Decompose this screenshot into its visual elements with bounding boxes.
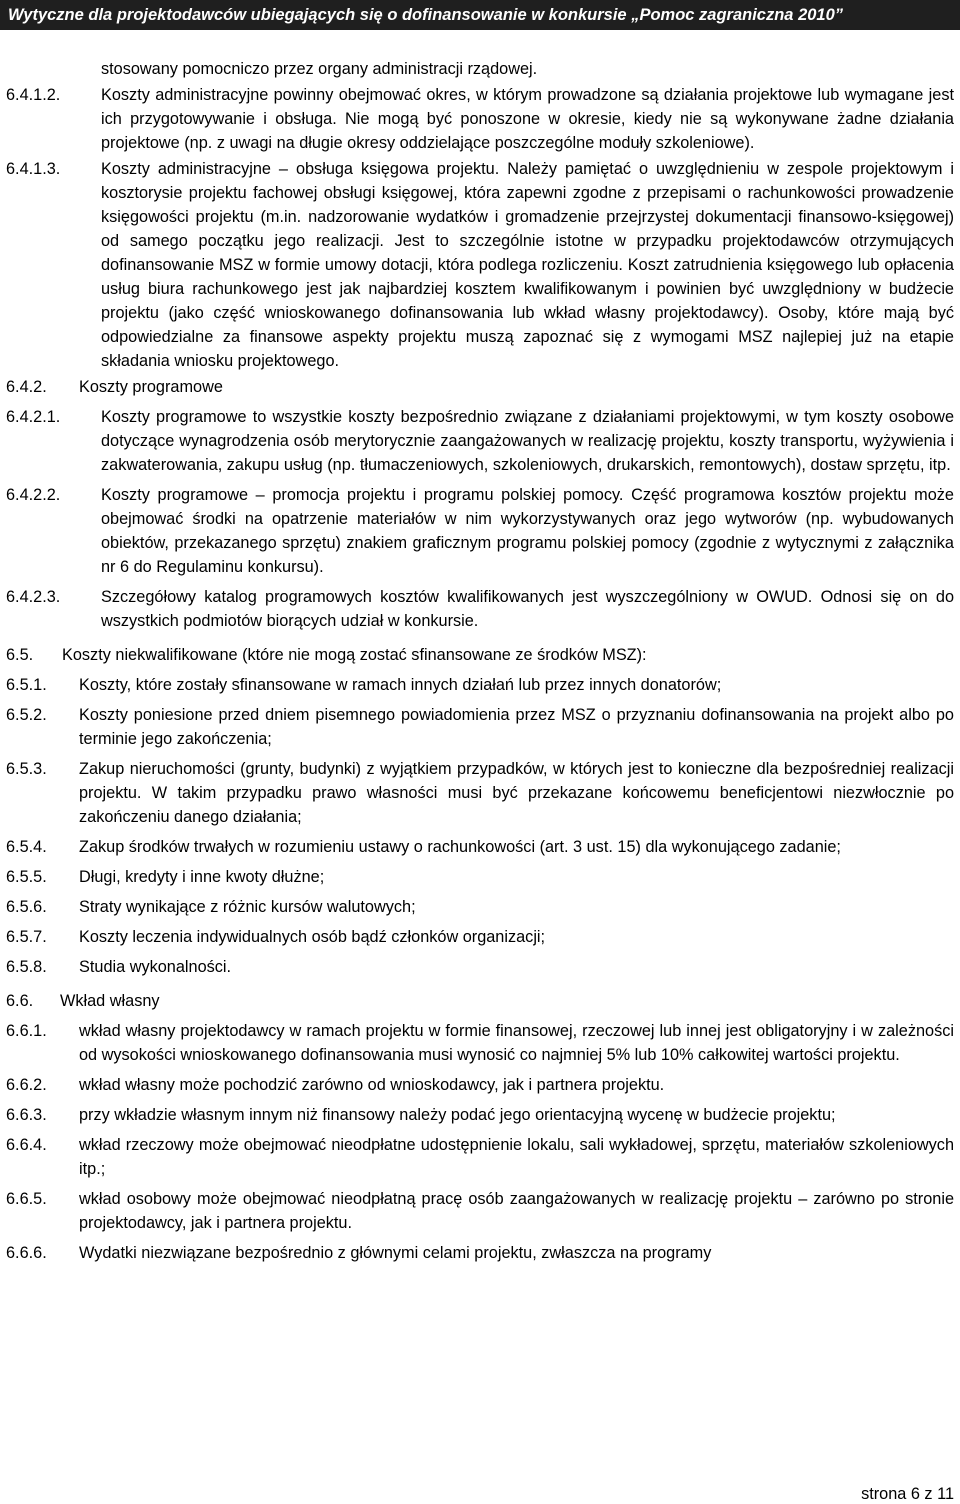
paragraph-text: Koszty programowe to wszystkie koszty bezpośrednio związane z działaniami projektowymi, w tym koszty osobowe dotyczące wynagrodzenia osób merytorycznie zaangażowanych w realizację projektu, koszty transportu, wyżywienia i zakwaterowania, zakupu usług (np. tłumaczeniowych, szkoleniowych, drukarskich, remontowych), dostaw sprzętu, itp. <box>101 408 954 474</box>
section-number: 6.4.2. <box>6 378 47 396</box>
page-number: strona 6 z 11 <box>861 1485 954 1503</box>
paragraph-text: Zakup nieruchomości (grunty, budynki) z wyjątkiem przypadków, w których jest to konieczne dla bezpośredniej realizacji projektu. W takim przypadku prawo własności musi być przekazane końcowemu beneficjentowi niezwłocznie po zakończeniu danego działania; <box>79 760 954 826</box>
paragraph-text: Straty wynikające z różnic kursów walutowych; <box>79 898 416 916</box>
list-item <box>6 483 954 579</box>
paragraph-text: wkład własny projektodawcy w ramach projektu w formie finansowej, rzeczowej lub innej jest obligatoryjny i w zależności od wysokości wnioskowanego dofinansowania musi wynosić co najmniej 5% lub 10% całkowitej wartości projektu. <box>79 1022 954 1064</box>
paragraph-text: Koszty leczenia indywidualnych osób bądź członków organizacji; <box>79 928 546 946</box>
list-item <box>6 757 954 829</box>
section-number: 6.6. <box>6 992 34 1010</box>
list-item <box>6 1103 954 1127</box>
section-number: 6.6.4. <box>6 1136 47 1154</box>
section-number: 6.5.1. <box>6 676 47 694</box>
list-item <box>6 1187 954 1235</box>
section-heading: Koszty programowe <box>79 378 223 396</box>
section-number: 6.5.3. <box>6 760 47 778</box>
section-number: 6.6.3. <box>6 1106 47 1124</box>
section-number: 6.4.1.2. <box>6 86 61 104</box>
section-number: 6.4.2.3. <box>6 588 61 606</box>
section-number: 6.4.2.1. <box>6 408 61 426</box>
section-number: 6.6.2. <box>6 1076 47 1094</box>
section-number: 6.6.5. <box>6 1190 47 1208</box>
list-item <box>6 157 954 373</box>
list-item <box>6 673 954 697</box>
paragraph-text: wkład rzeczowy może obejmować nieodpłatne udostępnienie lokalu, sali wykładowej, sprzętu, materiałów szkoleniowych itp.; <box>79 1136 954 1178</box>
list-item <box>6 643 954 667</box>
paragraph-text: wkład osobowy może obejmować nieodpłatną pracę osób zaangażowanych w realizację projektu – zarówno po stronie projektodawcy, jak i partnera projektu. <box>79 1190 954 1232</box>
paragraph-text: Studia wykonalności. <box>79 958 232 976</box>
list-item <box>6 955 954 979</box>
list-item <box>6 405 954 477</box>
section-heading: Koszty niekwalifikowane (które nie mogą zostać sfinansowane ze środków MSZ): <box>62 646 647 664</box>
document-header <box>0 0 960 30</box>
paragraph-text: Zakup środków trwałych w rozumieniu ustawy o rachunkowości (art. 3 ust. 15) dla wykonującego zadanie; <box>79 838 841 856</box>
header-title: Wytyczne dla projektodawców ubiegających się o dofinansowanie w konkursie „Pomoc zagraniczna 2010” <box>8 6 844 24</box>
section-number: 6.5.8. <box>6 958 47 976</box>
section-number: 6.5.4. <box>6 838 47 856</box>
section-number: 6.5.2. <box>6 706 47 724</box>
document-body <box>6 57 954 1265</box>
paragraph-text: Koszty programowe – promocja projektu i programu polskiej pomocy. Część programowa kosztów projektu może obejmować środki na opatrzenie materiałów w nim wykorzystywanych oraz jego wytworów (np. wybudowanych obiektów, przekazanego sprzętu) znakiem graficznym programu polskiej pomocy (zgodnie z wytycznymi z załącznika nr 6 do Regulaminu konkursu). <box>101 486 954 576</box>
section-number: 6.6.6. <box>6 1244 47 1262</box>
section-number: 6.4.1.3. <box>6 160 61 178</box>
paragraph-text: Koszty administracyjne – obsługa księgowa projektu. Należy pamiętać o uwzględnieniu w zespole projektowym i kosztorysie projektu fachowej obsługi księgowej, która zapewni zgodne z przepisami o rachunkowości prowadzenie księgowości projektu (m.in. nadzorowanie wydatków i gromadzenie przejrzystej dokumentacji finansowo-księgowej) od samego początku jego realizacji. Jest to szczególnie istotne w przypadku projektodawców otrzymujących dofinansowanie MSZ w formie umowy dotacji, która podlega rozliczeniu. Koszt zatrudnienia księgowego lub opłacenia usług biura rachunkowego jest jak najbardziej kosztem kwalifikowanym i powinien być uwzględniony w budżecie projektu (jako część wnioskowanego dofinansowania lub wkład własny projektodawcy). Osoby, które mają być odpowiedzialne za finansowe aspekty projektu muszą zapoznać się z wymogami MSZ najlepiej już na etapie składania wniosku projektowego. <box>101 160 954 370</box>
section-number: 6.5. <box>6 646 34 664</box>
list-item <box>6 835 954 859</box>
paragraph-text: Wydatki niezwiązane bezpośrednio z głównymi celami projektu, zwłaszcza na programy <box>79 1244 712 1262</box>
section-number: 6.5.6. <box>6 898 47 916</box>
list-item <box>6 865 954 889</box>
list-item <box>6 1019 954 1067</box>
list-item <box>6 585 954 633</box>
section-heading: Wkład własny <box>60 992 160 1010</box>
paragraph-text: Koszty administracyjne powinny obejmować okres, w którym prowadzone są działania projektowe lub wymagane jest ich przygotowywanie i obsługa. Nie mogą być ponoszone w okresie, kiedy nie są wykonywane żadne działania projektowe (np. z uwagi na długie okresy oddzielające poszczególne moduły szkoleniowe). <box>101 86 954 152</box>
paragraph-text: Koszty poniesione przed dniem pisemnego powiadomienia przez MSZ o przyznaniu dofinansowania na projekt albo po terminie jego zakończenia; <box>79 706 954 748</box>
section-number: 6.5.5. <box>6 868 47 886</box>
list-item <box>6 989 954 1013</box>
section-number: 6.4.2.2. <box>6 486 61 504</box>
paragraph-text: Długi, kredyty i inne kwoty dłużne; <box>79 868 325 886</box>
list-item <box>6 703 954 751</box>
continuation-line <box>6 57 954 81</box>
paragraph-text: Koszty, które zostały sfinansowane w ramach innych działań lub przez innych donatorów; <box>79 676 722 694</box>
list-item <box>6 895 954 919</box>
paragraph-text: Szczegółowy katalog programowych kosztów kwalifikowanych jest wyszczególniony w OWUD. Odnosi się on do wszystkich podmiotów biorących udział w konkursie. <box>101 588 954 630</box>
list-item <box>6 1073 954 1097</box>
section-number: 6.5.7. <box>6 928 47 946</box>
list-item <box>6 925 954 949</box>
list-item <box>6 375 954 399</box>
paragraph-text: stosowany pomocniczo przez organy administracji rządowej. <box>101 60 538 78</box>
paragraph-text: przy wkładzie własnym innym niż finansowy należy podać jego orientacyjną wycenę w budżecie projektu; <box>79 1106 836 1124</box>
list-item <box>6 83 954 155</box>
section-number: 6.6.1. <box>6 1022 47 1040</box>
list-item <box>6 1241 954 1265</box>
paragraph-text: wkład własny może pochodzić zarówno od wnioskodawcy, jak i partnera projektu. <box>79 1076 665 1094</box>
list-item <box>6 1133 954 1181</box>
